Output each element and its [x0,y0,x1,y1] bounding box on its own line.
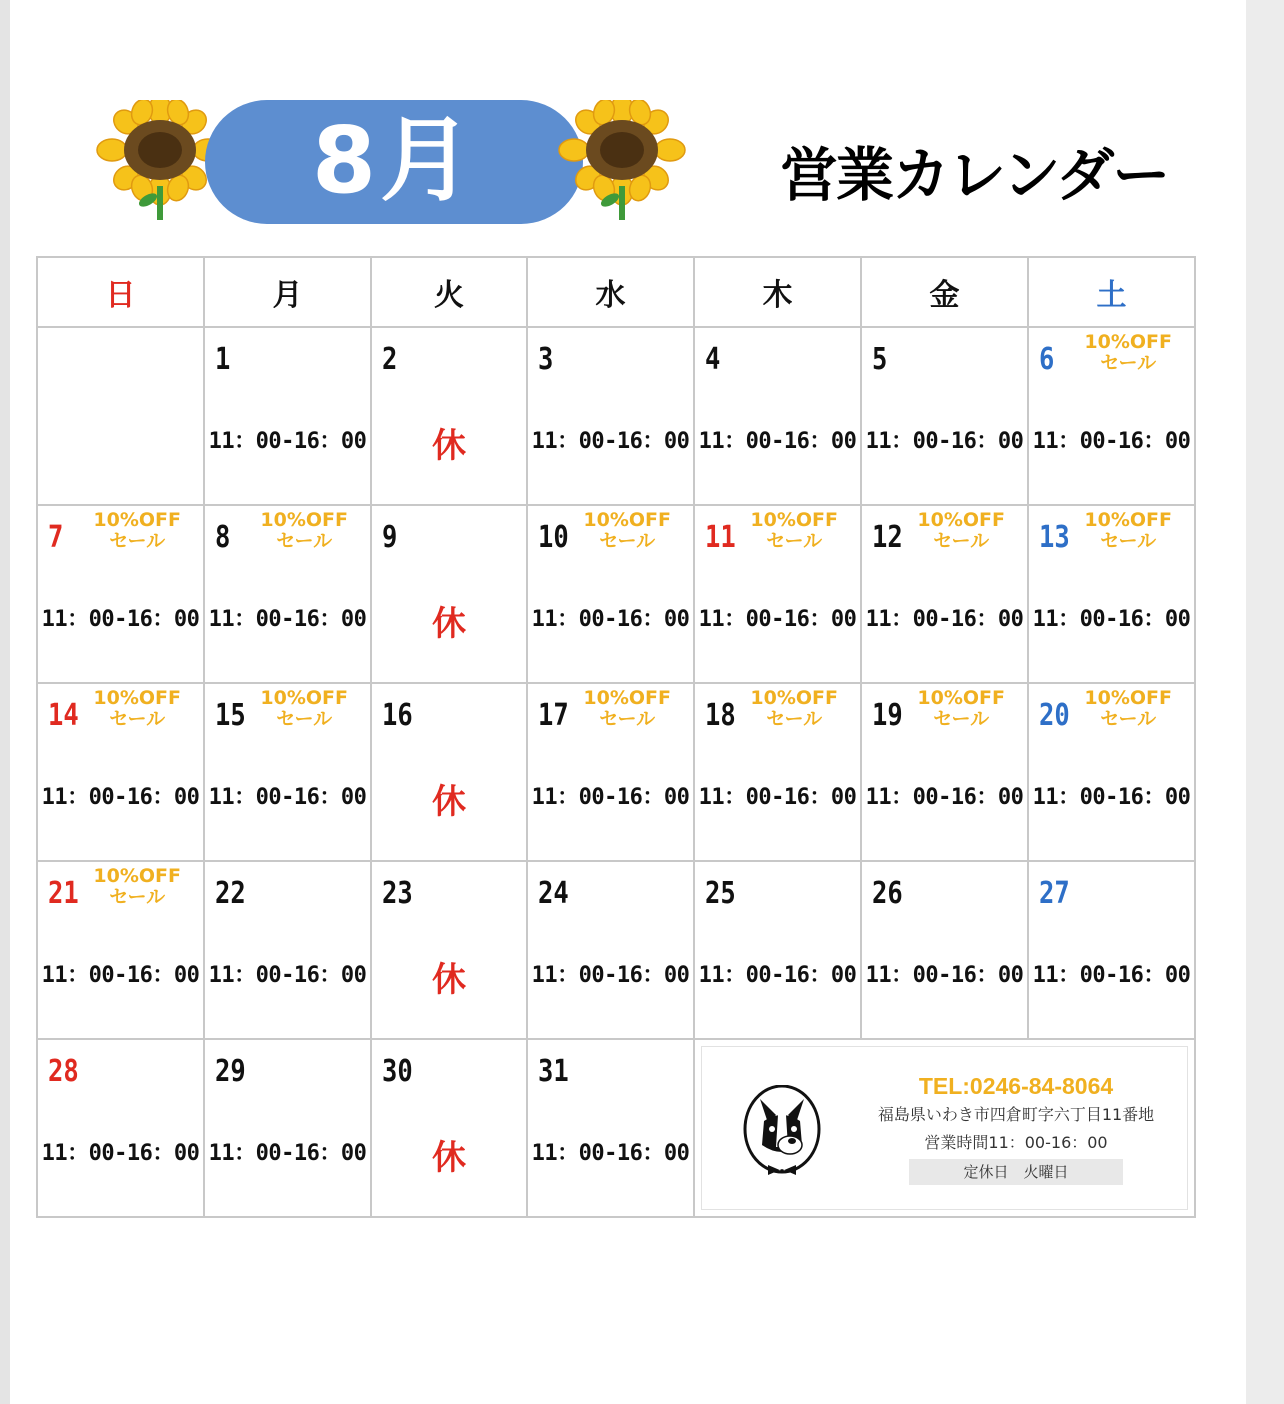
business-hours: 11：00-16：00 [1032,785,1191,810]
weekday-saturday: 土 [1028,257,1195,327]
business-hours: 11：00-16：00 [208,1141,367,1166]
sale-badge-discount: 10%OFF [750,509,838,531]
sale-badge [260,688,348,730]
shop-info-cell [694,1039,1195,1217]
sale-badge-label: セール [933,708,990,730]
day-number: 9 [382,520,398,555]
sale-badge [750,510,838,552]
day-cell [861,683,1028,861]
sale-badge-discount: 10%OFF [917,687,1005,709]
day-number: 13 [1039,520,1070,555]
business-hours: 11：00-16：00 [865,607,1024,632]
business-hours: 11：00-16：00 [208,429,367,454]
sale-badge [750,688,838,730]
day-number: 19 [872,698,903,733]
day-number: 12 [872,520,903,555]
weekday-tuesday: 火 [371,257,527,327]
sale-badge [93,510,181,552]
day-cell [37,327,204,505]
day-number: 1 [215,342,231,377]
sale-badge-label: セール [1100,352,1157,374]
business-hours: 11：00-16：00 [698,607,857,632]
sale-badge [93,688,181,730]
shop-address: 福島県いわき市四倉町字六丁目11番地 [877,1105,1155,1124]
sale-badge-label: セール [109,886,166,908]
sale-badge [1084,332,1172,374]
day-number: 27 [1039,876,1070,911]
sale-badge-discount: 10%OFF [1084,687,1172,709]
sale-badge [917,688,1005,730]
shop-info-box [701,1046,1188,1210]
weekday-sunday: 日 [37,257,204,327]
day-cell [527,683,694,861]
calendar-grid [36,256,1196,1218]
closed-mark: 休 [432,604,466,644]
day-number: 5 [872,342,888,377]
day-cell [371,327,527,505]
business-hours: 11：00-16：00 [1032,429,1191,454]
sale-badge-label: セール [766,708,823,730]
day-cell [1028,861,1195,1039]
day-cell [37,861,204,1039]
business-hours: 11：00-16：00 [865,963,1024,988]
day-cell [1028,683,1195,861]
day-cell [37,683,204,861]
sale-badge [1084,510,1172,552]
business-hours: 11：00-16：00 [531,429,690,454]
day-number: 21 [48,876,79,911]
calendar-header [0,0,1284,250]
business-hours: 11：00-16：00 [865,429,1024,454]
day-number: 3 [538,342,554,377]
business-hours: 11：00-16：00 [208,785,367,810]
day-number: 22 [215,876,246,911]
sale-badge [917,510,1005,552]
sale-badge [583,688,671,730]
day-cell [527,327,694,505]
business-hours: 11：00-16：00 [531,607,690,632]
day-number: 31 [538,1054,569,1089]
sale-badge [93,866,181,908]
closed-mark: 休 [432,960,466,1000]
week-row [37,505,1195,683]
day-cell [1028,505,1195,683]
week-row [37,861,1195,1039]
month-label: 8月 [311,107,476,214]
day-number: 24 [538,876,569,911]
day-cell [371,1039,527,1217]
business-hours: 11：00-16：00 [698,963,857,988]
day-cell [204,327,371,505]
day-number: 20 [1039,698,1070,733]
business-hours: 11：00-16：00 [41,963,200,988]
day-number: 7 [48,520,64,555]
day-number: 23 [382,876,413,911]
sale-badge-label: セール [1100,530,1157,552]
business-hours: 11：00-16：00 [531,1141,690,1166]
sale-badge-label: セール [276,530,333,552]
sale-badge-discount: 10%OFF [260,509,348,531]
day-number: 17 [538,698,569,733]
business-hours: 11：00-16：00 [698,785,857,810]
sale-badge-discount: 10%OFF [750,687,838,709]
shop-tel[interactable]: TEL:0246-84-8064 [918,1073,1114,1099]
day-cell [861,505,1028,683]
day-cell [371,505,527,683]
sale-badge [1084,688,1172,730]
day-cell [527,861,694,1039]
day-number: 26 [872,876,903,911]
shop-holiday: 定休日 火曜日 [909,1159,1123,1185]
shop-info-text [866,1071,1166,1185]
day-number: 2 [382,342,398,377]
business-hours: 11：00-16：00 [41,1141,200,1166]
day-number: 8 [215,520,231,555]
day-number: 28 [48,1054,79,1089]
sale-badge-label: セール [933,530,990,552]
closed-mark: 休 [432,1138,466,1178]
weekday-thursday: 木 [694,257,861,327]
week-row [37,1039,1195,1217]
sale-badge-label: セール [109,530,166,552]
business-hours: 11：00-16：00 [531,963,690,988]
weekday-wednesday: 水 [527,257,694,327]
weekday-monday: 月 [204,257,371,327]
day-cell [694,861,861,1039]
day-cell [204,861,371,1039]
day-number: 30 [382,1054,413,1089]
business-hours: 11：00-16：00 [865,785,1024,810]
day-number: 25 [705,876,736,911]
sale-badge-label: セール [599,530,656,552]
business-hours: 11：00-16：00 [208,607,367,632]
sale-badge-discount: 10%OFF [93,509,181,531]
day-number: 18 [705,698,736,733]
sale-badge-label: セール [109,708,166,730]
day-number: 4 [705,342,721,377]
page-title: 営業カレンダー [780,141,1169,209]
sale-badge-discount: 10%OFF [917,509,1005,531]
day-cell [694,327,861,505]
weekday-friday: 金 [861,257,1028,327]
day-cell [37,1039,204,1217]
week-row [37,327,1195,505]
day-number: 29 [215,1054,246,1089]
sale-badge-label: セール [599,708,656,730]
business-hours: 11：00-16：00 [1032,963,1191,988]
sale-badge-discount: 10%OFF [1084,331,1172,353]
sale-badge-discount: 10%OFF [583,687,671,709]
sale-badge-label: セール [1100,708,1157,730]
business-hours: 11：00-16：00 [1032,607,1191,632]
day-cell [694,683,861,861]
business-hours: 11：00-16：00 [208,963,367,988]
day-cell [1028,327,1195,505]
business-hours: 11：00-16：00 [698,429,857,454]
sale-badge-discount: 10%OFF [583,509,671,531]
sale-badge [260,510,348,552]
sale-badge-label: セール [276,708,333,730]
business-hours: 11：00-16：00 [41,785,200,810]
day-cell [527,1039,694,1217]
day-cell [527,505,694,683]
day-number: 15 [215,698,246,733]
day-cell [204,505,371,683]
day-number: 11 [705,520,736,555]
day-cell [37,505,204,683]
shop-business-hours: 営業時間11：00-16：00 [924,1133,1108,1152]
day-number: 6 [1039,342,1055,377]
sunflower-icon [548,100,698,224]
closed-mark: 休 [432,782,466,822]
sale-badge-label: セール [766,530,823,552]
day-cell [371,683,527,861]
day-number: 16 [382,698,413,733]
sale-badge-discount: 10%OFF [1084,509,1172,531]
day-cell [204,1039,371,1217]
day-cell [694,505,861,683]
business-hours: 11：00-16：00 [531,785,690,810]
day-cell [861,327,1028,505]
day-number: 14 [48,698,79,733]
sale-badge-discount: 10%OFF [260,687,348,709]
business-hours: 11：00-16：00 [41,607,200,632]
weekday-header-row [37,257,1195,327]
sale-badge-discount: 10%OFF [93,687,181,709]
day-cell [371,861,527,1039]
week-row [37,683,1195,861]
sale-badge-discount: 10%OFF [93,865,181,887]
day-cell [861,861,1028,1039]
boston-terrier-logo-icon [742,1085,822,1179]
day-number: 10 [538,520,569,555]
closed-mark: 休 [432,426,466,466]
day-cell [204,683,371,861]
sale-badge [583,510,671,552]
